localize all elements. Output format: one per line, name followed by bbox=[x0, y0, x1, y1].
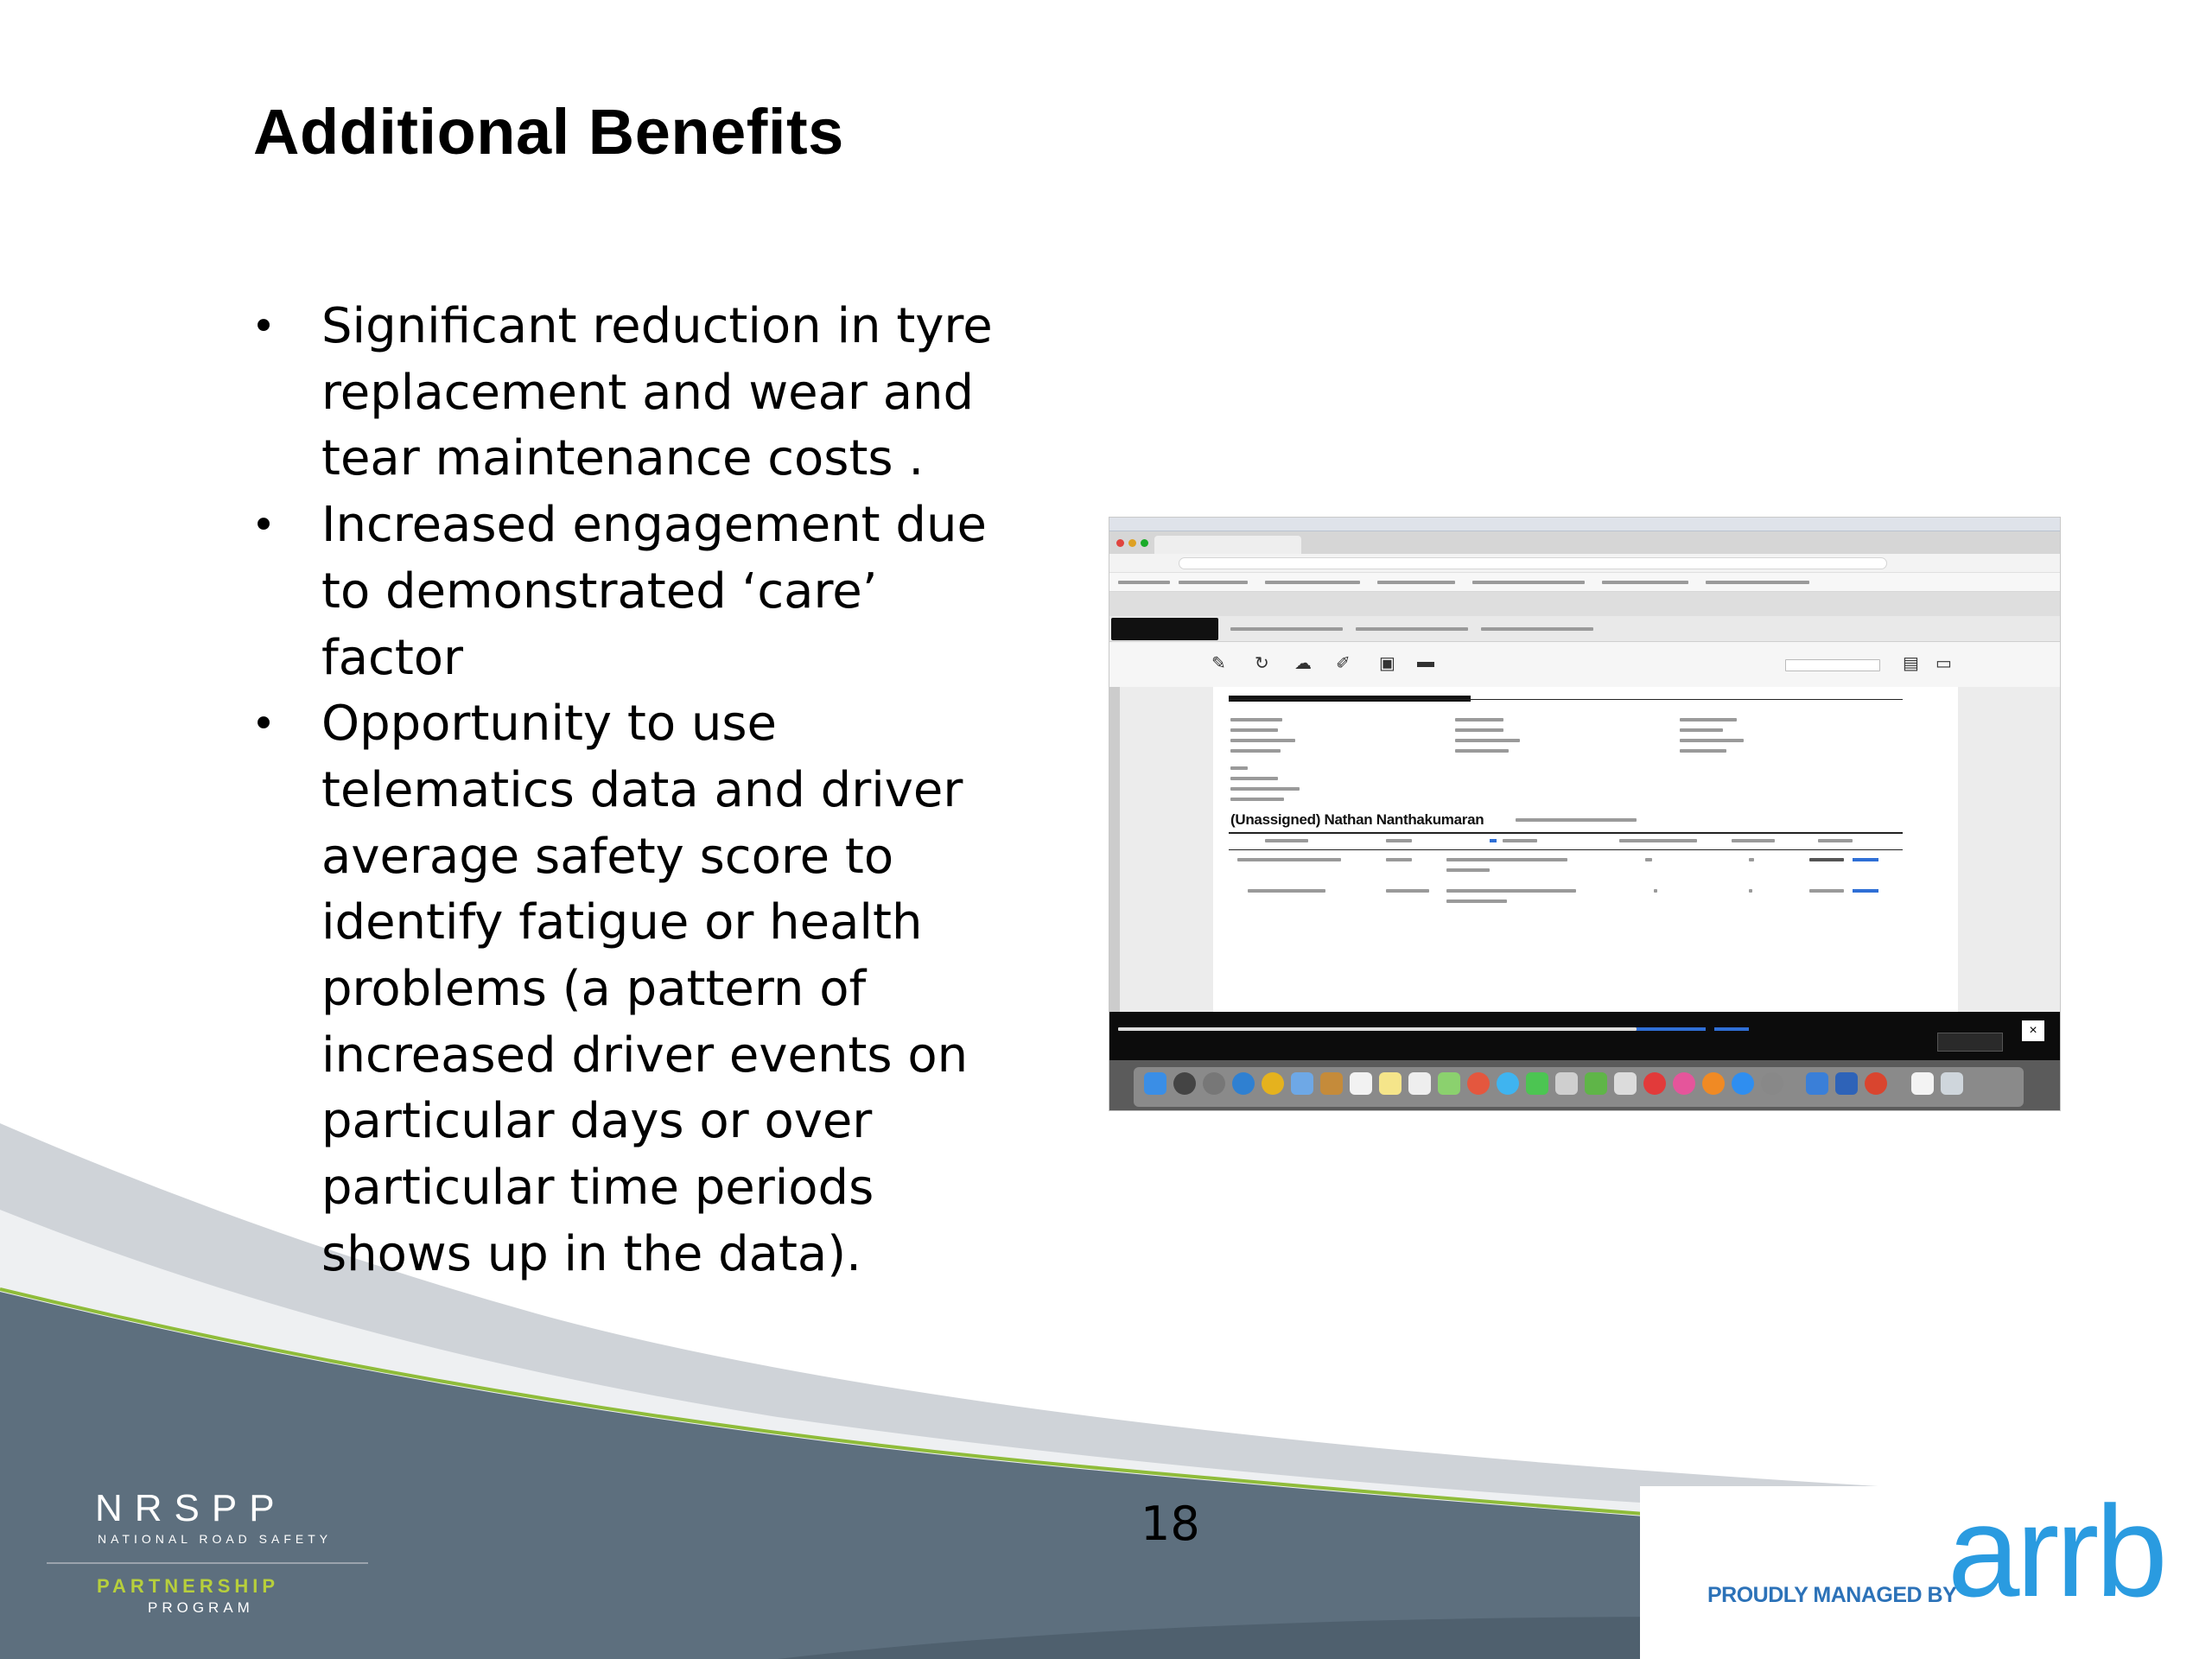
facetime-icon bbox=[1526, 1072, 1548, 1095]
bullet-item bbox=[251, 294, 994, 493]
screenshot-right-gutter bbox=[1958, 687, 2061, 1012]
chrome-icon bbox=[1262, 1072, 1284, 1095]
screenshot-tabbar bbox=[1109, 531, 2060, 554]
vehicle-icon: ▬ bbox=[1417, 652, 1434, 671]
nrspp-logo bbox=[47, 1482, 375, 1620]
mail-icon bbox=[1291, 1072, 1313, 1095]
close-dot-icon bbox=[1116, 539, 1124, 547]
banner-button bbox=[1937, 1033, 2003, 1052]
bullet-text: Increased engagement due to demonstrated ‘care’ factor bbox=[321, 497, 987, 686]
managed-by-text: PROUDLY MANAGED BY bbox=[1707, 1583, 1957, 1607]
screenshot-address-bar bbox=[1109, 554, 2060, 573]
page-number: 18 bbox=[1141, 1497, 1200, 1551]
trash-icon bbox=[1941, 1072, 1963, 1095]
document-icon bbox=[1911, 1072, 1934, 1095]
pencil-icon: ✎ bbox=[1211, 654, 1226, 673]
screenshot-left-gutter bbox=[1120, 687, 1213, 1012]
embedded-screenshot bbox=[1109, 517, 2061, 1111]
settings-icon bbox=[1761, 1072, 1783, 1095]
app-icon bbox=[1865, 1072, 1887, 1095]
messages-icon bbox=[1497, 1072, 1519, 1095]
contacts-icon bbox=[1320, 1072, 1343, 1095]
slide-title: Additional Benefits bbox=[253, 96, 844, 168]
arrb-logo: arrb bbox=[1948, 1478, 2164, 1624]
nrspp-logo-subtitle: NATIONAL ROAD SAFETY bbox=[98, 1532, 333, 1546]
outlook-icon bbox=[1835, 1072, 1858, 1095]
bullet-marker: • bbox=[251, 302, 276, 351]
bullet-text: Significant reduction in tyre replacement and wear and tear maintenance costs . bbox=[321, 298, 993, 487]
nrspp-logo-partnership: PARTNERSHIP bbox=[97, 1575, 280, 1597]
numbers-icon bbox=[1585, 1072, 1607, 1095]
bullet-marker: • bbox=[251, 501, 276, 550]
bullet-item bbox=[251, 493, 994, 691]
card-icon: ▣ bbox=[1379, 654, 1395, 673]
app-icon bbox=[1203, 1072, 1225, 1095]
screenshot-app-bar bbox=[1109, 616, 2060, 642]
screenshot-dock bbox=[1109, 1060, 2060, 1111]
music-icon bbox=[1673, 1072, 1695, 1095]
launchpad-icon bbox=[1173, 1072, 1196, 1095]
news-icon bbox=[1643, 1072, 1666, 1095]
zoom-dot-icon bbox=[1141, 539, 1148, 547]
edit-icon: ✐ bbox=[1336, 654, 1351, 673]
maps-icon bbox=[1438, 1072, 1460, 1095]
bullet-text: Opportunity to use telematics data and driver average safety score to identify fatigue or health problems (a pattern of increased driver events on particular days or over particular time periods shows up in the data). bbox=[321, 696, 969, 1282]
driver-heading: (Unassigned) Nathan Nanthakumaran bbox=[1230, 811, 1484, 828]
nrspp-logo-divider bbox=[47, 1562, 368, 1564]
bullet-item bbox=[251, 691, 994, 1287]
finder-icon bbox=[1144, 1072, 1166, 1095]
arrb-branding bbox=[1640, 1478, 2212, 1659]
refresh-icon: ↻ bbox=[1255, 654, 1269, 673]
address-input bbox=[1179, 557, 1887, 569]
screenshot-bookmarks-bar bbox=[1109, 573, 2060, 592]
minimize-dot-icon bbox=[1128, 539, 1136, 547]
photos-icon bbox=[1467, 1072, 1490, 1095]
calendar-icon bbox=[1350, 1072, 1372, 1095]
nrspp-logo-name: NRSPP bbox=[95, 1487, 287, 1529]
nrspp-logo-program: PROGRAM bbox=[148, 1599, 254, 1616]
screenshot-sidebar bbox=[1109, 687, 1120, 1012]
screenshot-menubar bbox=[1109, 518, 2060, 531]
notes-icon bbox=[1379, 1072, 1402, 1095]
screenshot-report bbox=[1213, 687, 1958, 1012]
bullet-list bbox=[251, 294, 994, 1288]
screenshot-toolbar bbox=[1109, 642, 2060, 687]
banner-close-icon: × bbox=[2022, 1020, 2044, 1041]
bullet-marker: • bbox=[251, 700, 276, 749]
browser-tab bbox=[1154, 536, 1301, 554]
image-icon: ▤ bbox=[1903, 654, 1919, 673]
screenshot-banner bbox=[1109, 1012, 2060, 1060]
print-icon: ▭ bbox=[1936, 654, 1952, 673]
cloud-icon: ☁ bbox=[1294, 654, 1312, 673]
reminders-icon bbox=[1408, 1072, 1431, 1095]
app-store-icon bbox=[1732, 1072, 1754, 1095]
pages-icon bbox=[1555, 1072, 1578, 1095]
zoom-icon bbox=[1806, 1072, 1828, 1095]
keynote-icon bbox=[1614, 1072, 1637, 1095]
safari-icon bbox=[1232, 1072, 1255, 1095]
app-menu-button bbox=[1111, 618, 1218, 640]
books-icon bbox=[1702, 1072, 1725, 1095]
